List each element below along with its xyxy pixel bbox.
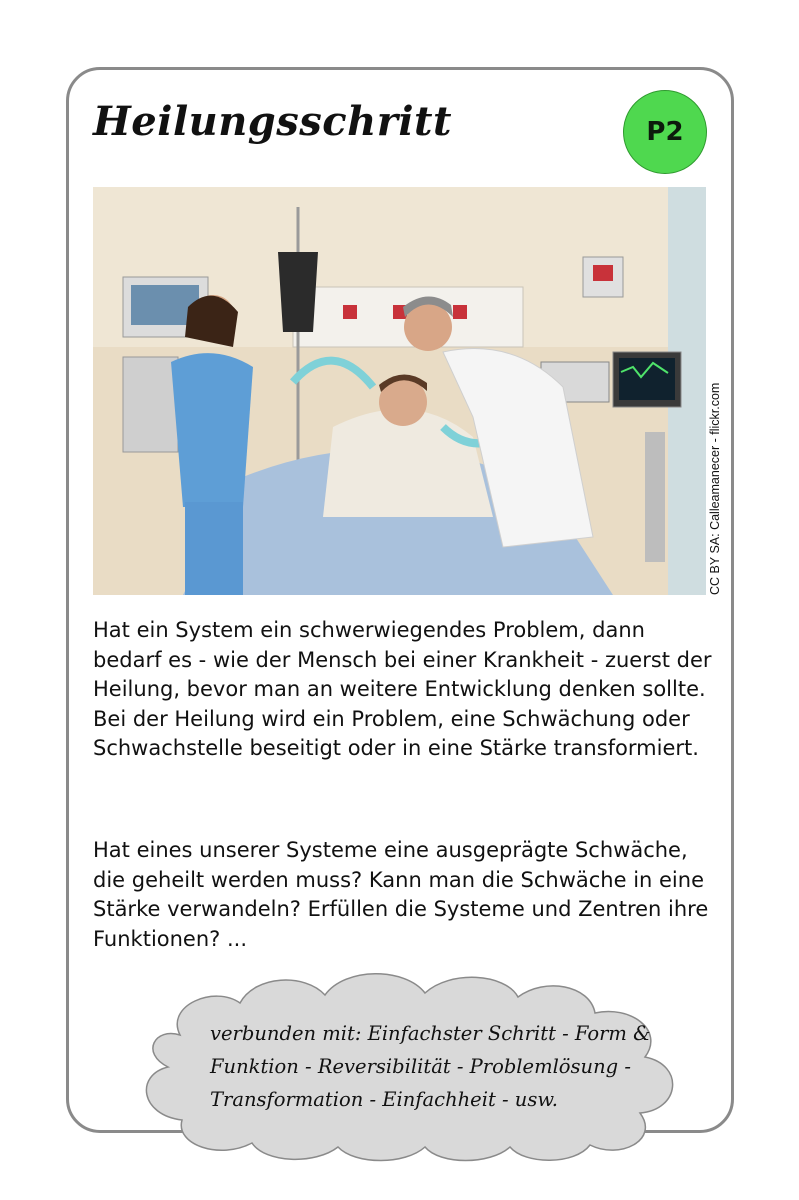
card-title: Heilungsschritt bbox=[93, 98, 452, 145]
photo-credit: CC BY SA: Calleamanecer - flickr.com bbox=[708, 382, 722, 595]
related-cards: verbunden mit: Einfachster Schritt - Form & Funktion - Reversibilität - Problemlösung - Transformation - Einfachheit - usw. bbox=[210, 1022, 651, 1111]
question-paragraph: Hat eines unserer Systeme eine ausgeprägte Schwäche, die geheilt werden muss? Kann man die Schwäche in eine Stärke verwandeln? Erfüllen die Systeme und Zentren ihre Funktionen? ... bbox=[93, 838, 709, 951]
hospital-photo bbox=[93, 187, 706, 595]
description-paragraph: Hat ein System ein schwerwiegendes Problem, dann bedarf es - wie der Mensch bei einer Krankheit - zuerst der Heilung, bevor man an weitere Entwicklung denken sollte. Bei der Heilung wird ein Problem, eine Schwächung oder Schwachstelle beseitigt oder in eine Stärke transformiert. bbox=[93, 618, 712, 760]
category-badge: P2 bbox=[623, 90, 707, 174]
